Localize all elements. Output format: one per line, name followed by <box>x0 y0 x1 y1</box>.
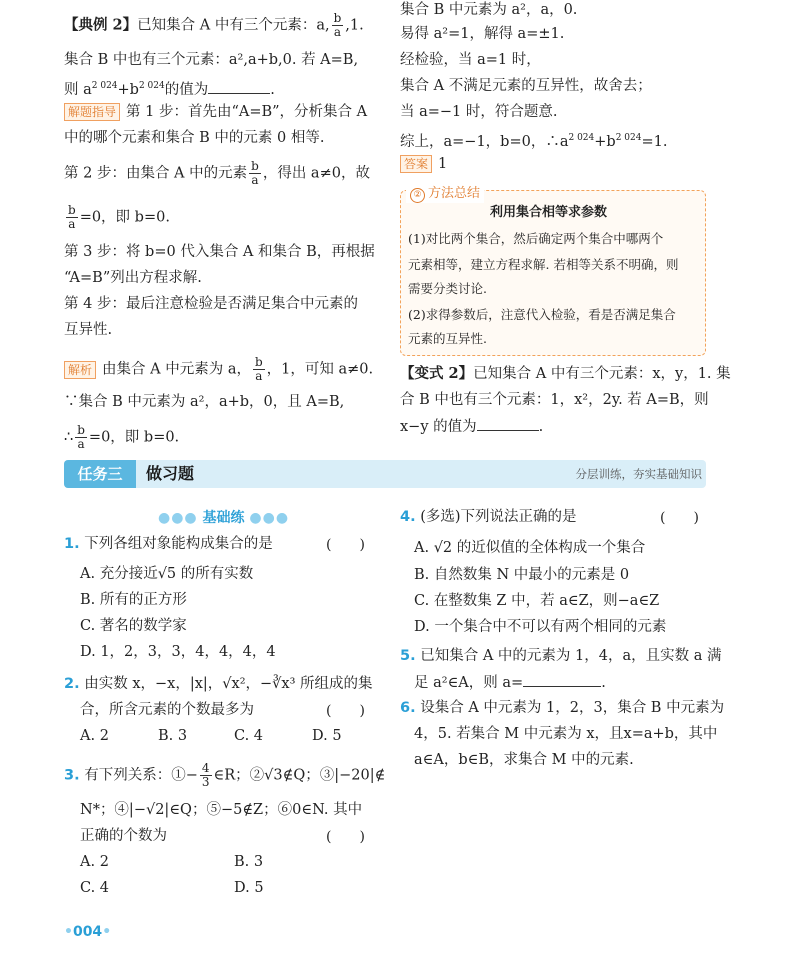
question-6-line2: 4，5. 若集合 M 中元素为 x，且x=a+b，其中 <box>414 726 718 742</box>
guide-step4b: 互异性. <box>64 322 113 338</box>
option-b: B. 3 <box>234 854 264 870</box>
option-c: C. 4 <box>80 880 110 896</box>
guide-step1: 解题指导 第 1 步：首先由“A=B”，分析集合 A <box>64 102 367 122</box>
analysis-line1: 解析 由集合 A 中元素为 a， $\frac{b}{a}$ ，1，可知 a≠0. <box>64 356 373 383</box>
option-a: A. √2 的近似值的全体构成一个集合 <box>414 540 646 556</box>
method-summary-title: ② 方法总结 <box>406 182 484 203</box>
answer-tag: 答案 <box>400 155 432 173</box>
method-icon: ② <box>410 188 425 203</box>
method-line4: (2)求得参数后，注意代入检验，看是否满足集合 <box>408 307 676 322</box>
variant-2-line1: 【变式 2】已知集合 A 中有三个元素：x，y，1. 集 <box>400 365 731 382</box>
section-heading: ●●● 基础练 ●●● <box>158 510 290 526</box>
question-5-line2: 足 a²∈A，则 a= . <box>414 672 606 693</box>
question-3: 3. 有下列关系：①− $\frac{4}{3}$ ∈R；②√3∉Q；③|−20|∉ <box>64 761 386 789</box>
task-title: 做习题 <box>146 464 195 483</box>
guide-step1b: 中的哪个元素和集合 B 中的元素 0 相等. <box>64 130 325 146</box>
option-c: C. 在整数集 Z 中，若 a∈Z，则−a∈Z <box>414 593 660 609</box>
guide-step4: 第 4 步：最后注意检验是否满足集合中元素的 <box>64 296 358 312</box>
section-dots-left: ●●● <box>158 510 198 526</box>
option-a: A. 2 <box>80 728 109 744</box>
option-b: B. 所有的正方形 <box>80 592 187 608</box>
section-dots-right: ●●● <box>249 510 290 526</box>
right-solution-line1: 集合 B 中元素为 a²，a，0. <box>400 2 578 18</box>
fraction-b-over-a: $\frac{b}{a}$ <box>68 203 76 231</box>
option-a: A. 2 <box>80 854 109 870</box>
answer-paren[interactable]: ( ) <box>660 510 699 526</box>
answer-paren[interactable]: ( ) <box>326 537 365 553</box>
option-d: D. 5 <box>234 880 264 896</box>
right-solution-line5: 当 a=−1 时，符合题意. <box>400 104 558 120</box>
variant-2-label: 【变式 2】 <box>400 365 474 382</box>
variant-2-line2: 合 B 中也有三个元素：1，x²，2y. 若 A=B，则 <box>400 392 709 408</box>
guide-step3: 第 3 步：将 b=0 代入集合 A 和集合 B，再根据 <box>64 244 375 260</box>
question-1: 1. 下列各组对象能构成集合的是 <box>64 536 273 552</box>
option-d: D. 1，2，3，3，4，4，4，4 <box>80 644 276 660</box>
question-3-line2: N*；④|−√2|∈Q；⑤−5∉Z；⑥0∈N. 其中 <box>80 802 363 818</box>
method-line2: 元素相等，建立方程求解. 若相等关系不明确，则 <box>408 257 679 272</box>
fraction-b-over-a: $\frac{b}{a}$ <box>251 159 259 187</box>
analysis-line2: ∵集合 B 中元素为 a²，a+b，0，且 A=B, <box>64 394 345 410</box>
answer-blank[interactable] <box>208 79 270 94</box>
answer-blank[interactable] <box>523 672 601 687</box>
question-6: 6. 设集合 A 中元素为 1，2，3，集合 B 中元素为 <box>400 700 725 716</box>
option-a: A. 充分接近√5 的所有实数 <box>80 566 254 582</box>
guide-step2b: $\frac{b}{a}$ =0，即 b=0. <box>68 203 170 231</box>
option-b: B. 自然数集 N 中最小的元素是 0 <box>414 567 630 583</box>
question-5: 5. 已知集合 A 中的元素为 1，4，a，且实数 a 满 <box>400 648 722 664</box>
guide-tag: 解题指导 <box>64 103 120 121</box>
answer-line: 答案 1 <box>400 154 447 174</box>
option-d: D. 5 <box>312 728 342 744</box>
question-number: 3. <box>64 767 80 784</box>
question-number: 1. <box>64 536 80 552</box>
question-number: 5. <box>400 648 416 664</box>
question-number: 4. <box>400 509 416 525</box>
page-number: •004• <box>64 924 112 940</box>
fraction-b-over-a: $\frac{b}{a}$ <box>333 11 342 39</box>
question-2-line2: 合，所含元素的个数最多为 <box>80 702 254 718</box>
right-solution-line2: 易得 a²=1，解得 a=±1. <box>400 26 565 42</box>
guide-step3b: “A=B”列出方程求解. <box>64 270 202 286</box>
question-2: 2. 由实数 x，−x，|x|，√x²，−∛x³ 所组成的集 <box>64 676 373 692</box>
question-4: 4. (多选)下列说法正确的是 <box>400 509 577 525</box>
analysis-line3: ∴ $\frac{b}{a}$ =0，即 b=0. <box>64 423 180 451</box>
example-2-line1: 【典例 2】已知集合 A 中有三个元素：a, $\frac{b}{a}$ ,1. <box>64 11 364 39</box>
guide-step2: 第 2 步：由集合 A 中的元素 $\frac{b}{a}$ ，得出 a≠0，故 <box>64 159 370 187</box>
method-heading: 利用集合相等求参数 <box>490 205 608 220</box>
fraction-b-over-a: $\frac{b}{a}$ <box>254 355 263 383</box>
analysis-tag: 解析 <box>64 361 96 379</box>
example-2-label: 【典例 2】 <box>64 16 138 34</box>
task-label: 任务三 <box>64 460 136 488</box>
fraction-4-over-3: $\frac{4}{3}$ <box>201 761 210 789</box>
option-b: B. 3 <box>158 728 188 744</box>
option-c: C. 4 <box>234 728 264 744</box>
question-3-line3: 正确的个数为 <box>80 828 167 844</box>
answer-paren[interactable]: ( ) <box>326 829 365 845</box>
method-line3: 需要分类讨论. <box>408 281 487 296</box>
variant-2-line3: x−y 的值为 . <box>400 416 543 437</box>
fraction-b-over-a: $\frac{b}{a}$ <box>77 423 85 451</box>
method-line1: (1)对比两个集合，然后确定两个集合中哪两个 <box>408 231 664 246</box>
answer-blank[interactable] <box>477 416 539 431</box>
right-solution-line6: 综上，a=−1，b=0，$\therefore a^{2 024}+b^{2 024}=1$. <box>400 133 668 150</box>
option-c: C. 著名的数学家 <box>80 618 187 634</box>
right-solution-line4: 集合 A 不满足元素的互异性，故舍去； <box>400 78 652 94</box>
right-solution-line3: 经检验，当 a=1 时， <box>400 52 541 68</box>
answer-paren[interactable]: ( ) <box>326 703 365 719</box>
example-2-line3: 则 $a^{2 024}+b^{2 024}$的值为 . <box>64 76 275 100</box>
method-line5: 元素的互异性. <box>408 331 487 346</box>
task-subtitle: 分层训练，夯实基础知识 <box>575 467 702 481</box>
example-2-line2: 集合 B 中也有三个元素：a²,a+b,0. 若 A=B, <box>64 52 359 68</box>
question-number: 6. <box>400 700 416 716</box>
question-number: 2. <box>64 676 80 692</box>
option-d: D. 一个集合中不可以有两个相同的元素 <box>414 619 667 635</box>
question-6-line3: a∈A，b∈B，求集合 M 中的元素. <box>414 752 634 768</box>
